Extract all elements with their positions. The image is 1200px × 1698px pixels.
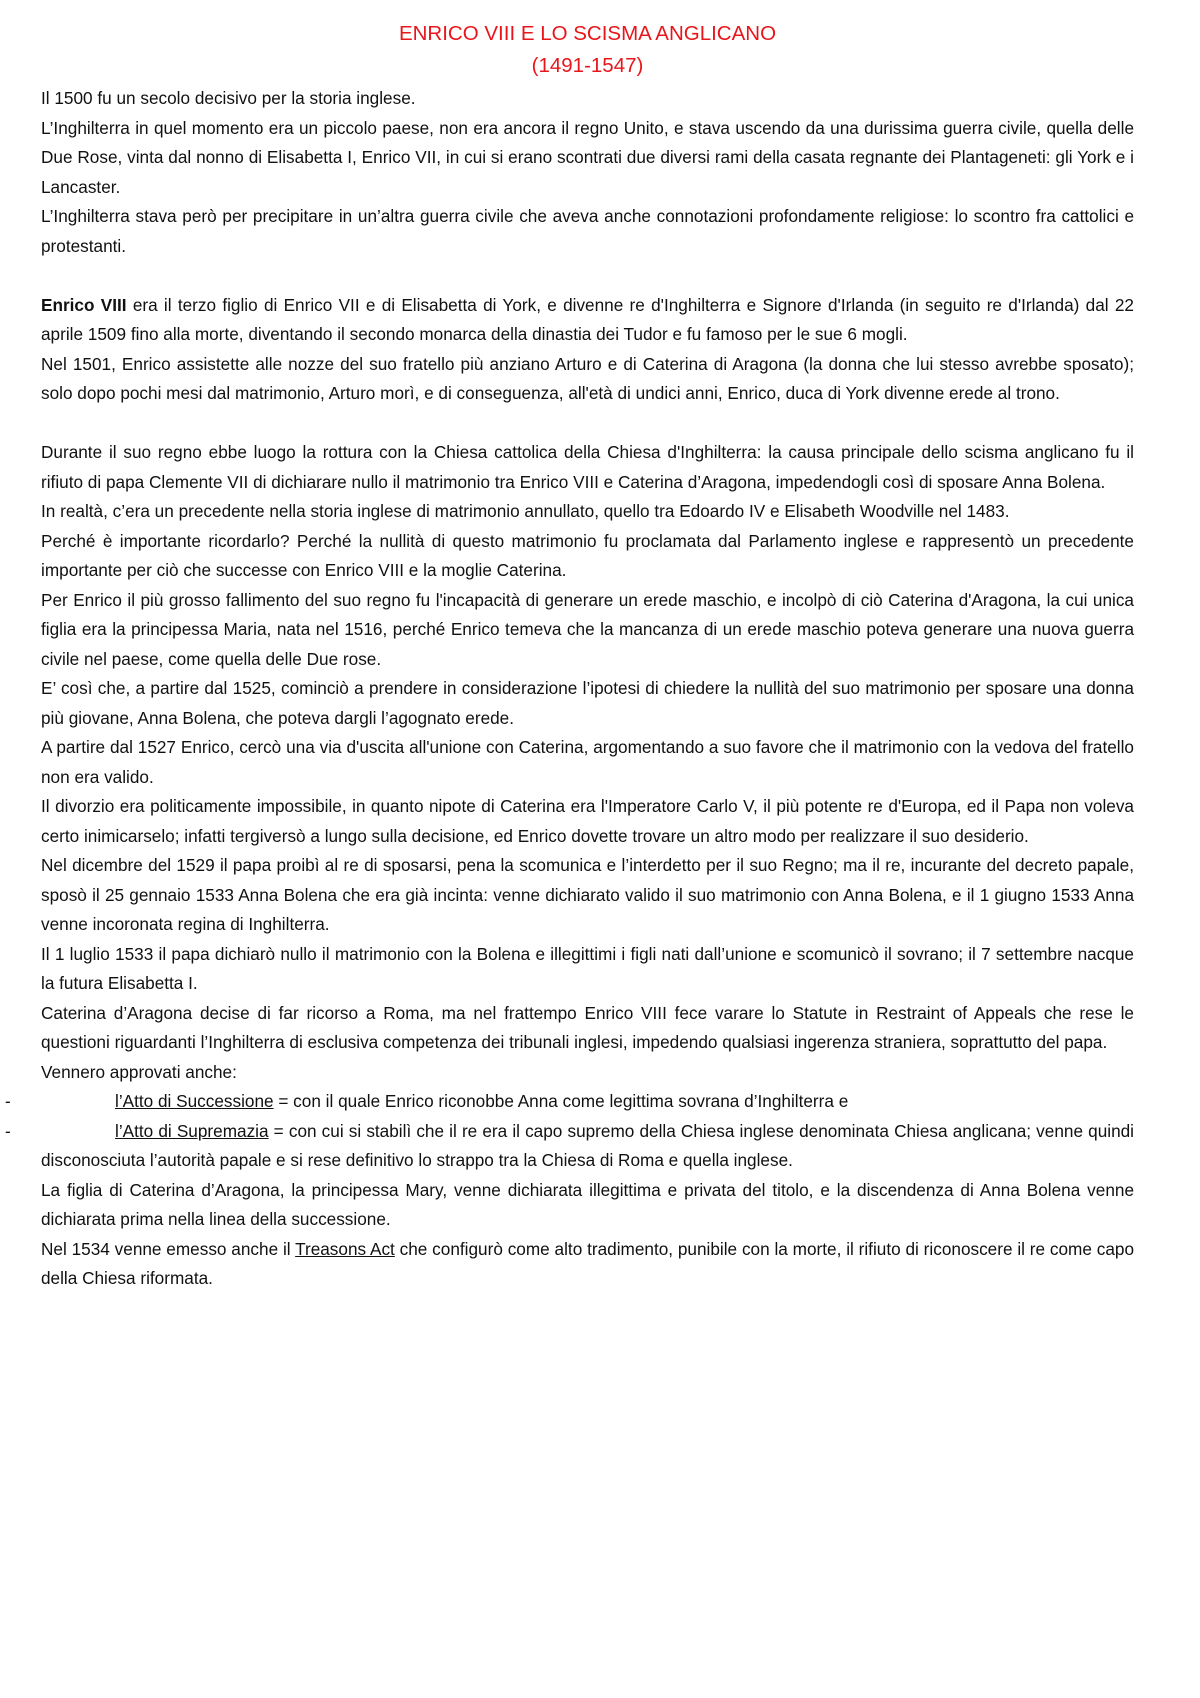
- paragraph-after-2: [41, 1235, 1134, 1294]
- paragraph-reign-11: Vennero approvati anche:: [41, 1061, 237, 1082]
- paragraph-gap: [41, 261, 1134, 291]
- paragraph-reign-9: Il 1 luglio 1533 il papa dichiarò nullo il matrimonio con la Bolena e illegittimi i figli nati dall’unione e scomunicò il sovrano; il 7 settembre nacque la futura Elisabetta I.: [41, 943, 1134, 993]
- title-line-1: ENRICO VIII E LO SCISMA ANGLICANO: [398, 22, 777, 45]
- list-item-act-supremacy: [5, 1117, 1135, 1176]
- paragraph-after-1: La figlia di Caterina d’Aragona, la principessa Mary, venne dichiarata illegittima e privata del titolo, e la discendenza di Anna Bolena venne dichiarata prima nella linea della successione.: [41, 1179, 1134, 1229]
- paragraph-intro-2: L’Inghilterra in quel momento era un piccolo paese, non era ancora il regno Unito, e stava uscendo da una durissima guerra civile, quella delle Due Rose, vinta dal nonno di Elisabetta I, Enrico VII, in cui si erano scontrati due diversi rami della casata regnante dei Plantageneti: gli York e i Lancaster.: [41, 117, 1134, 197]
- document-title: [41, 18, 1134, 82]
- paragraph-reign-1: Durante il suo regno ebbe luogo la rottura con la Chiesa cattolica della Chiesa d'Inghilterra: la causa principale dello scisma anglicano fu il rifiuto di papa Clemente VII di dichiarare nullo il matrimonio tra Enrico VIII e Caterina d’Aragona, impedendogli così di sposare Anna Bolena.: [41, 442, 1134, 492]
- paragraph-reign-10: Caterina d’Aragona decise di far ricorso a Roma, ma nel frattempo Enrico VIII fece varare lo Statute in Restraint of Appeals che rese le questioni riguardanti l’Inghilterra di esclusiva competenza dei tribunali inglesi, impedendo qualsiasi ingerenza straniera, soprattutto del papa.: [41, 1002, 1134, 1052]
- paragraph-bio-1-text: era il terzo figlio di Enrico VII e di Elisabetta di York, e divenne re d'Inghilterra e Signore d'Irlanda (in seguito re d'Irlanda) dal 22 aprile 1509 fino alla morte, diventando il secondo monarca della dinastia dei Tudor e fu famoso per le sue 6 mogli.: [41, 294, 1134, 344]
- act-succession-title: l’Atto di Successione: [115, 1091, 274, 1111]
- paragraph-after-2-rest: che configurò come alto tradimento, punibile con la morte, il rifiuto di riconoscere il re come capo della Chiesa riformata.: [41, 1238, 1135, 1288]
- paragraph-bio-2: Nel 1501, Enrico assistette alle nozze del suo fratello più anziano Arturo e di Caterina di Aragona (la donna che lui stesso avrebbe sposato); solo dopo pochi mesi dal matrimonio, Arturo morì, e di conseguenza, all'età di undici anni, Enrico, duca di York divenne erede al trono.: [41, 353, 1134, 403]
- paragraph-bio-1: [41, 291, 1134, 350]
- title-line-2: (1491-1547): [531, 54, 644, 77]
- act-succession-text: = con il quale Enrico riconobbe Anna come legittima sovrana d’Inghilterra e: [273, 1091, 849, 1111]
- paragraph-reign-3: Perché è importante ricordarlo? Perché la nullità di questo matrimonio fu proclamata dal Parlamento inglese e rappresentò un precedente importante per ciò che successe con Enrico VIII e la moglie Caterina.: [41, 530, 1134, 580]
- paragraph-after-2-start: Nel 1534 venne emesso anche il: [41, 1238, 296, 1259]
- treasons-act-title: Treasons Act: [295, 1238, 395, 1259]
- paragraph-reign-6: A partire dal 1527 Enrico, cercò una via d'uscita all'unione con Caterina, argomentando a suo favore che il matrimonio con la vedova del fratello non era valido.: [41, 737, 1134, 787]
- paragraph-intro-3: L’Inghilterra stava però per precipitare in un’altra guerra civile che aveva anche connotazioni profondamente religiose: lo scontro fra cattolici e protestanti.: [41, 206, 1134, 256]
- paragraph-reign-8: Nel dicembre del 1529 il papa proibì al re di sposarsi, pena la scomunica e l’interdetto per il suo Regno; ma il re, incurante del decreto papale, sposò il 25 gennaio 1533 Anna Bolena che era già incinta: venne dichiarato valido il suo matrimonio con Anna Bolena, e il 1 giugno 1533 Anna venne incoronata regina di Inghilterra.: [41, 855, 1134, 934]
- bold-name: Enrico VIII: [41, 294, 127, 315]
- paragraph-reign-4: Per Enrico il più grosso fallimento del suo regno fu l'incapacità di generare un erede maschio, e incolpò di ciò Caterina d'Aragona, la cui unica figlia era la principessa Maria, nata nel 1516, perché Enrico temeva che la mancanza di un erede maschio poteva generare una nuova guerra civile nel paese, come quella delle Due rose.: [41, 589, 1134, 669]
- act-supremacy-text: = con cui si stabilì che il re era il capo supremo della Chiesa inglese denominata Chiesa anglicana; venne quindi disconosciuta l’autorità papale e si rese definitivo lo strappo tra la Chiesa di Roma e quella inglese.: [41, 1120, 1135, 1170]
- paragraph-intro-1: Il 1500 fu un secolo decisivo per la storia inglese.: [41, 88, 416, 108]
- list-item-act-succession: [5, 1087, 1134, 1117]
- dash-bullet: -: [5, 1091, 11, 1111]
- paragraph-reign-5: E’ così che, a partire dal 1525, cominciò a prendere in considerazione l’ipotesi di chiedere la nullità del suo matrimonio per sposare una donna più giovane, Anna Bolena, che poteva dargli l’agognato erede.: [41, 678, 1134, 728]
- document-body: [5, 84, 1135, 1294]
- paragraph-reign-7: Il divorzio era politicamente impossibile, in quanto nipote di Caterina era l'Imperatore Carlo V, il più potente re d'Europa, ed il Papa non voleva certo inimicarselo; infatti tergiversò a lungo sulla decisione, ed Enrico dovette trovare un altro modo per realizzare il suo desiderio.: [41, 796, 1134, 846]
- act-supremacy-title: l’Atto di Supremazia: [115, 1120, 269, 1141]
- dash-bullet: -: [5, 1120, 11, 1141]
- paragraph-reign-2: In realtà, c’era un precedente nella storia inglese di matrimonio annullato, quello tra Edoardo IV e Elisabeth Woodville nel 1483.: [41, 501, 1010, 521]
- paragraph-gap: [41, 409, 1134, 439]
